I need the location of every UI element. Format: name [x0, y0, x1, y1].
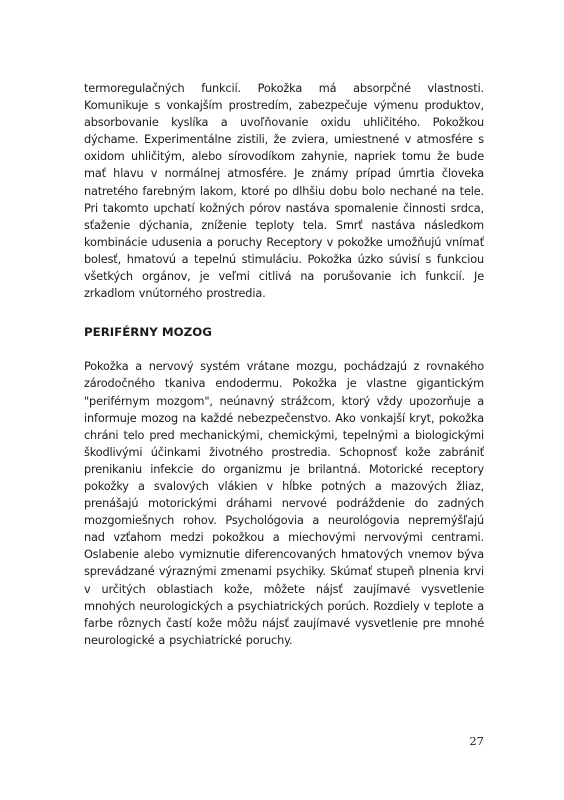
body-paragraph-skin-functions: termoregulačných funkcií. Pokožka má absorpčné vlastnosti. Komunikuje s vonkajším prostredím, zabezpečuje výmenu produktov, absorbovanie kyslíka a uvoľňovanie oxidu uhličitého. Pokožkou dýchame. Experimentálne zistili, že zviera, umiestnené v atmosfére s oxidom uhličitým, alebo sírovodíkom zahynie, napriek tomu že bude mať hlavu v normálnej atmosfére. Je známy prípad úmrtia človeka natretého farebným lakom, ktoré po dlhšiu dobu bolo nechané na tele. Pri takomto upchatí kožných pórov nastáva spomalenie činnosti srdca, sťaženie dýchania, zníženie teploty tela. Smrť nastáva následkom kombinácie udusenia a poruchy Receptory v pokožke umožňujú vnímať bolesť, hmatovú a tepelnú stimuláciu. Pokožka úzko súvisí s funkciou všetkých orgánov, je veľmi citlivá na porušovanie ich funkcií. Je zrkadlom vnútorného prostredia.	[84, 82, 484, 301]
section-heading: PERIFÉRNY MOZOG	[84, 325, 212, 340]
body-paragraph-peripheral-brain: Pokožka a nervový systém vrátane mozgu, pochádzajú z rovnakého zárodočného tkaniva endodermu. Pokožka je vlastne gigantickým "periférnym mozgom", neúnavný strážcom, ktorý vždy upozorňuje a informuje mozog na každé nebezpečenstvo. Ako vonkajší kryt, pokožka chráni telo pred mechanickými, chemickými, tepelnými a biologickými škodlivými účinkami životného prostredia. Schopnosť kože zabrániť prenikaniu infekcie do organizmu je brilantná. Motorické receptory pokožky a svalových vlákien v hĺbke potných a mazových žliaz, prenášajú motorickými dráhami nervové podráždenie do zadných mozgomiešnych rohov. Psychológovia a neurológovia nepremýšľajú nad vzťahom medzi pokožkou a miechovými nervovými centrami. Oslabenie alebo vymiznutie diferencovaných hmatových vnemov býva sprevádzané výraznými zmenami psychiky. Skúmať stupeň plnenia krvi v určitých oblastiach kože, môžete nájsť zaujímavé vysvetlenie mnohých neurologických a psychiatrických porúch. Rozdiely v teplote a farbe rôznych častí kože môžu nájsť zaujímavé vysvetlenie pre mnohé neurologické a psychiatrické poruchy.	[84, 360, 484, 647]
page-content	[84, 80, 484, 649]
page-number: 27	[469, 734, 484, 748]
